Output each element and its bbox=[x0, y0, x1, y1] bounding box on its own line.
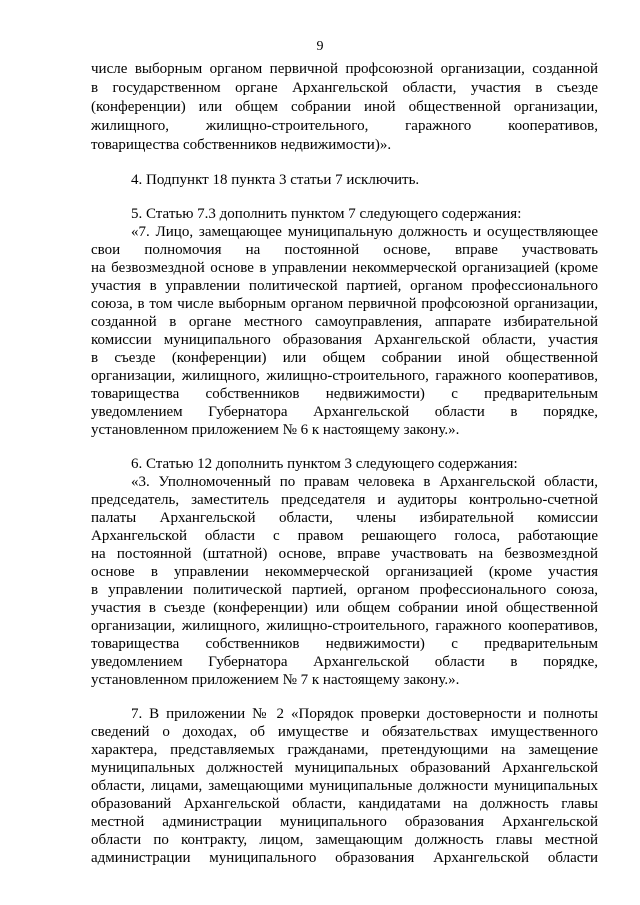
text-line: товарищества собственников недвижимости)». bbox=[91, 137, 392, 153]
text-line: установленном приложением № 6 к настоящему закону.». bbox=[91, 422, 460, 438]
text-line: администрации муниципального образования Архангельской области bbox=[91, 850, 598, 866]
text-line: муниципальных должностей муниципальных образований Архангельской bbox=[91, 760, 598, 776]
text-line: основе в управлении некоммерческой организацией (кроме участия bbox=[91, 564, 598, 580]
text-line: на постоянной (штатной) основе, вправе участвовать на безвозмездной bbox=[91, 546, 598, 562]
text-line: комиссии муниципального образования Архангельской области, участия bbox=[91, 332, 598, 348]
text-line: товарищества собственников недвижимости) с предварительным bbox=[91, 386, 598, 402]
text-line: «7. Лицо, замещающее муниципальную должность и осуществляющее bbox=[131, 224, 598, 240]
text-line: 7. В приложении № 2 «Порядок проверки достоверности и полноты bbox=[131, 706, 598, 722]
text-line: 6. Статью 12 дополнить пунктом 3 следующего содержания: bbox=[131, 456, 518, 472]
text-line: в государственном органе Архангельской области, участия в съезде bbox=[91, 80, 598, 96]
text-line: области, лицами, замещающими муниципальные должности муниципальных bbox=[91, 778, 598, 794]
text-line: 5. Статью 7.3 дополнить пунктом 7 следующего содержания: bbox=[131, 206, 522, 222]
text-line: «3. Уполномоченный по правам человека в Архангельской области, bbox=[131, 474, 598, 490]
text-line: организации, жилищного, жилищно-строительного, гаражного кооперативов, bbox=[91, 618, 598, 634]
text-line: свои полномочия на постоянной основе, вправе участвовать bbox=[91, 242, 598, 258]
text-line: уведомлением Губернатора Архангельской области в порядке, bbox=[91, 654, 598, 670]
text-line: сведений о доходах, об имуществе и обязательствах имущественного bbox=[91, 724, 598, 740]
text-line: уведомлением Губернатора Архангельской области в порядке, bbox=[91, 404, 598, 420]
text-line: созданной в органе местного самоуправления, аппарате избирательной bbox=[91, 314, 598, 330]
text-line: местной администрации муниципального образования Архангельской bbox=[91, 814, 598, 830]
text-line: (конференции) или общем собрании иной общественной организации, bbox=[91, 99, 598, 115]
text-line: в съезде (конференции) или общем собрании иной общественной bbox=[91, 350, 598, 366]
text-line: установленном приложением № 7 к настоящему закону.». bbox=[91, 672, 460, 688]
text-line: числе выборным органом первичной профсоюзной организации, созданной bbox=[91, 61, 598, 77]
text-line: жилищного, жилищно-строительного, гаражного кооперативов, bbox=[91, 118, 598, 134]
text-line: в управлении политической партией, органом профессионального союза, bbox=[91, 582, 598, 598]
text-line: образований Архангельской области, кандидатами на должность главы bbox=[91, 796, 598, 812]
text-line: участия в съезде (конференции) или общем собрании иной общественной bbox=[91, 600, 598, 616]
text-line: палаты Архангельской области, члены избирательной комиссии bbox=[91, 510, 598, 526]
text-line: характера, представляемых гражданами, претендующими на замещение bbox=[91, 742, 598, 758]
text-line: участия в управлении политической партией, органом профессионального bbox=[91, 278, 598, 294]
text-line: 4. Подпункт 18 пункта 3 статьи 7 исключить. bbox=[131, 172, 420, 188]
text-line: на безвозмездной основе в управлении некоммерческой организацией (кроме bbox=[91, 260, 598, 276]
page-number: 9 bbox=[316, 39, 324, 54]
text-line: организации, жилищного, жилищно-строительного, гаражного кооперативов, bbox=[91, 368, 598, 384]
text-line: области по контракту, лицом, замещающим должность главы местной bbox=[91, 832, 598, 848]
text-line: союза, в том числе выборным органом первичной профсоюзной организации, bbox=[91, 296, 598, 312]
text-line: Архангельской области с правом решающего голоса, работающие bbox=[91, 528, 598, 544]
text-line: председатель, заместитель председателя и аудиторы контрольно-счетной bbox=[91, 492, 598, 508]
text-line: товарищества собственников недвижимости) с предварительным bbox=[91, 636, 598, 652]
